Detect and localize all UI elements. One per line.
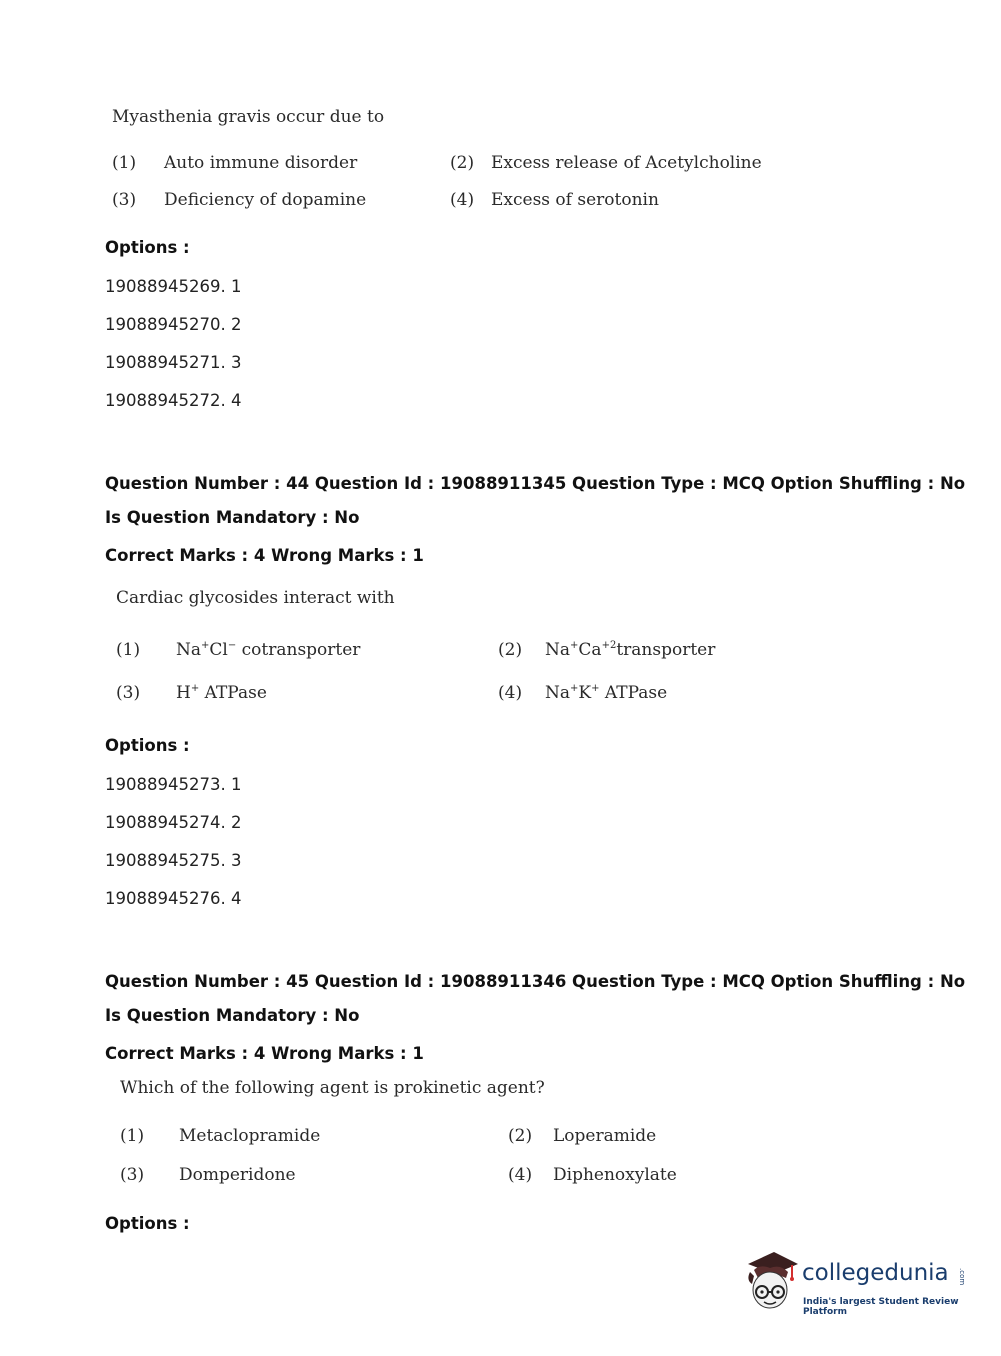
choice-text: Excess release of Acetylcholine: [491, 153, 762, 173]
option-id: 19088945272. 4: [105, 391, 242, 410]
question-header: Question Number : 45 Question Id : 19088911346 Question Type : MCQ Option Shuffling : No: [105, 972, 966, 991]
choice-number: (1): [120, 1126, 145, 1146]
logo-wordmark: collegedunia: [802, 1260, 949, 1286]
choice-text: Loperamide: [553, 1126, 657, 1146]
logo-tagline: India's largest Student Review Platform: [803, 1297, 959, 1317]
choice-number: (3): [112, 190, 137, 210]
option-id: 19088945276. 4: [105, 889, 242, 908]
options-label: Options :: [105, 238, 190, 257]
choice-number: (3): [120, 1165, 145, 1185]
options-label: Options :: [105, 736, 190, 755]
option-id: 19088945270. 2: [105, 315, 242, 334]
choice-text: Metaclopramide: [179, 1126, 321, 1146]
question-marks: Correct Marks : 4 Wrong Marks : 1: [105, 546, 424, 565]
choice-number: (3): [116, 683, 141, 703]
mascot-icon: [740, 1250, 802, 1316]
choice-number: (4): [498, 683, 523, 703]
option-id: 19088945273. 1: [105, 775, 242, 794]
option-id: 19088945275. 3: [105, 851, 242, 870]
option-id: 19088945274. 2: [105, 813, 242, 832]
choice-number: (2): [508, 1126, 533, 1146]
question-text: Myasthenia gravis occur due to: [112, 107, 385, 127]
choice-number: (1): [116, 640, 141, 660]
choice-number: (2): [498, 640, 523, 660]
option-id: 19088945271. 3: [105, 353, 242, 372]
choice-text: Diphenoxylate: [553, 1165, 677, 1185]
options-label: Options :: [105, 1214, 190, 1233]
choice-number: (1): [112, 153, 137, 173]
option-id: 19088945269. 1: [105, 277, 242, 296]
question-marks: Correct Marks : 4 Wrong Marks : 1: [105, 1044, 424, 1063]
choice-number: (4): [508, 1165, 533, 1185]
choice-text: Na+Cl− cotransporter: [176, 640, 361, 660]
collegedunia-logo[interactable]: [740, 1250, 980, 1320]
choice-text: $Na^+Ca^{+2}transporter$: [545, 640, 716, 660]
question-mandatory: Is Question Mandatory : No: [105, 508, 360, 527]
choice-text: H+ ATPase: [176, 683, 267, 703]
choice-text: Domperidone: [179, 1165, 296, 1185]
choice-text: Na+K+ ATPase: [545, 683, 668, 703]
question-text: Cardiac glycosides interact with: [116, 588, 395, 608]
choice-number: (4): [450, 190, 475, 210]
choice-number: (2): [450, 153, 475, 173]
choice-text: Deficiency of dopamine: [164, 190, 367, 210]
question-mandatory: Is Question Mandatory : No: [105, 1006, 360, 1025]
choice-text: Auto immune disorder: [164, 153, 358, 173]
choice-text: Excess of serotonin: [491, 190, 659, 210]
question-header: Question Number : 44 Question Id : 19088911345 Question Type : MCQ Option Shuffling : No: [105, 474, 966, 493]
logo-suffix: .com: [958, 1268, 966, 1286]
question-text: Which of the following agent is prokinetic agent?: [120, 1078, 545, 1098]
